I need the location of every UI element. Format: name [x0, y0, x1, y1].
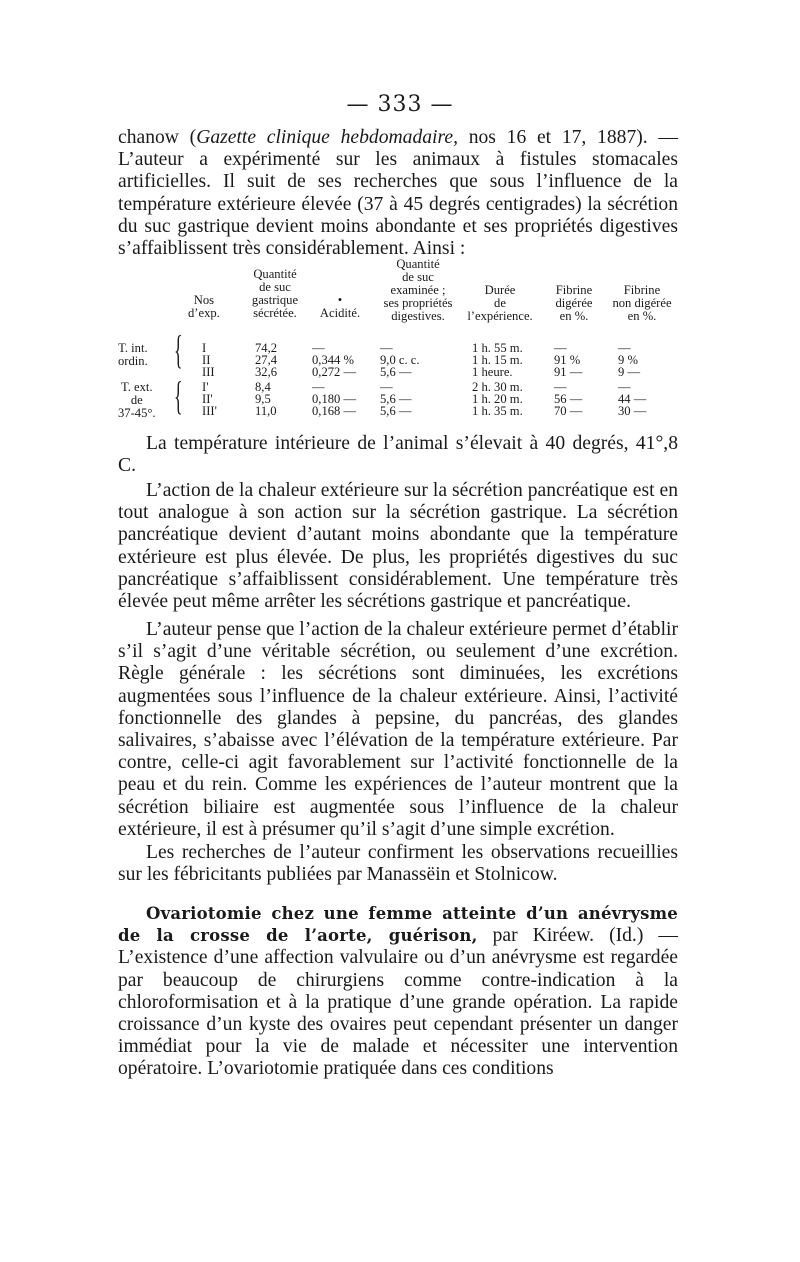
header-fibrine-digeree — [546, 284, 602, 323]
paragraph-febricitants: Les recherches de l’auteur confirment les observations recueillies sur les fébricitants publiées par Manassëin et Stolnicow. — [118, 842, 678, 886]
table-cell: 9,5 — [255, 392, 271, 406]
header-line: Nos — [193, 293, 215, 307]
paragraph-gastric-secretion — [118, 127, 678, 260]
row-number: I' — [202, 380, 209, 394]
page-number: — 333 — — [346, 92, 454, 117]
header-quantite-suc — [240, 268, 310, 320]
table-cell: 1 h. 15 m. — [472, 353, 523, 367]
header-line: de suc — [402, 270, 434, 284]
header-line: examinée ; — [390, 283, 446, 297]
table-cell: 56 — — [554, 392, 583, 406]
table-cell: 32,6 — [255, 365, 278, 379]
header-line: en %. — [627, 309, 657, 323]
row-number: II' — [202, 392, 213, 406]
table-cell: 0,344 % — [312, 353, 354, 367]
table-cell: 9 % — [618, 353, 638, 367]
table-cell: 9,0 c. c. — [380, 353, 420, 367]
header-line: Fibrine — [623, 283, 661, 297]
header-line: d’exp. — [188, 306, 220, 320]
table-cell: — — [618, 341, 631, 355]
header-line: gastrique — [251, 293, 299, 307]
text-run: par Kiréew. (Id.) — L’existence d’une affection valvulaire ou d’un anévrysme est regardée par beaucoup de chirurgiens comme contre-indication à la chloroformisation et à la pratique d’une grande opération. La rapide croissance d’un kyste des ovaires peut cependant présenter un danger immédiat pour la vie de malade et nécessiter une intervention opératoire. L’ovariotomie pratiquée dans ces conditions — [118, 925, 679, 1080]
header-line: • — [337, 293, 343, 307]
group-line: T. int. — [118, 341, 148, 355]
group-line: T. ext. — [120, 380, 153, 394]
header-line: digestives. — [391, 309, 445, 323]
header-line: en %. — [559, 309, 589, 323]
table-cell: 0,180 — — [312, 392, 357, 406]
brace-icon: { — [174, 373, 183, 418]
group-line: ordin. — [118, 354, 148, 368]
table-cell: 1 h. 55 m. — [472, 341, 523, 355]
group-label-exterieure — [118, 381, 156, 420]
table-cell: 9 — — [618, 365, 641, 379]
header-line: Fibrine — [555, 283, 593, 297]
table-cell: 2 h. 30 m. — [472, 380, 523, 394]
table-cell: 1 h. 35 m. — [472, 404, 523, 418]
header-line: de — [494, 296, 506, 310]
paragraph-temperature: La température intérieure de l’animal s’élevait à 40 degrés, 41°,8 C. — [118, 433, 678, 477]
row-number: I — [202, 341, 207, 355]
table-cell: 1 h. 20 m. — [472, 392, 523, 406]
table-cell: 0,272 — — [312, 365, 357, 379]
header-line: Acidité. — [319, 306, 361, 320]
text-run: chanow ( — [118, 127, 197, 148]
table-cell: — — [312, 380, 325, 394]
table-cell: 5,6 — — [380, 392, 412, 406]
row-number: III' — [202, 404, 217, 418]
group-line: 37-45°. — [118, 406, 156, 420]
table-cell: 74,2 — [255, 341, 278, 355]
header-line: non digérée — [612, 296, 672, 310]
table-cell: — — [554, 380, 567, 394]
table-cell: — — [312, 341, 325, 355]
table-cell: 1 heure. — [472, 365, 513, 379]
article-title: Ovariotomie chez une femme atteinte d’un anévrysme de la crosse de l’aorte, guérison, — [118, 904, 678, 946]
table-cell: 5,6 — — [380, 404, 412, 418]
table-cell: 11,0 — [255, 404, 277, 418]
table-cell: 0,168 — — [312, 404, 357, 418]
header-line: ses propriétés — [383, 296, 453, 310]
text-run: nos 16 et 17, 1887). — L’auteur a expérimenté sur les animaux à fistules stomacales artificielles. Il suit de ses recherches que sous l’influence de la température extérieure élevée (37 à 45 degrés centigrades) la sécrétion du suc gastrique devient moins abondante et ses propriétés digestives s’affaiblissent très considérablement. Ainsi : — [118, 127, 678, 260]
header-line: Quantité — [396, 257, 440, 271]
table-cell: — — [380, 341, 393, 355]
paragraph-pancreatic: L’action de la chaleur extérieure sur la sécrétion pancréatique est en tout analogue à son action sur la sécrétion gastrique. La sécrétion pancréatique devient d’autant moins abondante que la température extérieure est plus élevée. De plus, les propriétés digestives du suc pancréatique s’affaiblissent considérablement. Une température très élevée peut même arrêter les sécrétions gastrique et pancréatique. — [118, 480, 678, 613]
table-cell: 44 — — [618, 392, 647, 406]
header-duree — [454, 284, 546, 323]
table-cell: — — [554, 341, 567, 355]
paragraph-secretion-excretion: L’auteur pense que l’action de la chaleur extérieure permet d’établir s’il s’agit d’une véritable sécrétion, ou seulement d’une excrétion. Règle générale : les sécrétions sont diminuées, les excrétions augmentées sous l’influence de la chaleur extérieure. Ainsi, l’activité fonctionnelle des glandes à pepsine, du pancréas, des glandes salivaires, s’abaisse avec l’élévation de la température extérieure. Par contre, celle-ci agit favorablement sur l’activité fonctionnelle de la peau et du rein. Comme les expériences de l’auteur montrent que la sécrétion biliaire est augmentée sous l’influence de la chaleur extérieure, il est à présumer qu’il s’agit d’une simple excrétion. — [118, 619, 678, 840]
table-cell: 70 — — [554, 404, 583, 418]
table-cell: 91 — — [554, 365, 583, 379]
brace-icon: { — [174, 327, 183, 372]
table-cell: 8,4 — [255, 380, 271, 394]
header-line: digérée — [555, 296, 593, 310]
header-nos — [188, 294, 220, 320]
header-line: sécrétée. — [253, 306, 297, 320]
table-cell: 27,4 — [255, 353, 278, 367]
table-cell: 30 — — [618, 404, 647, 418]
table-cell: 5,6 — — [380, 365, 412, 379]
header-line: Durée — [484, 283, 516, 297]
paragraph-ovariotomie — [118, 903, 678, 1081]
header-line: Quantité — [253, 267, 297, 281]
header-fibrine-non-digeree — [604, 284, 680, 323]
header-line: de suc — [259, 280, 291, 294]
header-acidite — [310, 294, 370, 320]
header-line: l’expérience. — [467, 309, 533, 323]
table-cell: — — [618, 380, 631, 394]
row-number: II — [202, 353, 211, 367]
group-label-interieure — [118, 342, 148, 368]
table-cell: 91 % — [554, 353, 581, 367]
table-cell: — — [380, 380, 393, 394]
row-number: III — [202, 365, 215, 379]
results-table — [118, 258, 692, 428]
group-line: de — [130, 393, 143, 407]
header-quantite-examinee — [368, 258, 468, 323]
journal-title: Gazette clinique hebdomadaire, — [196, 127, 458, 148]
